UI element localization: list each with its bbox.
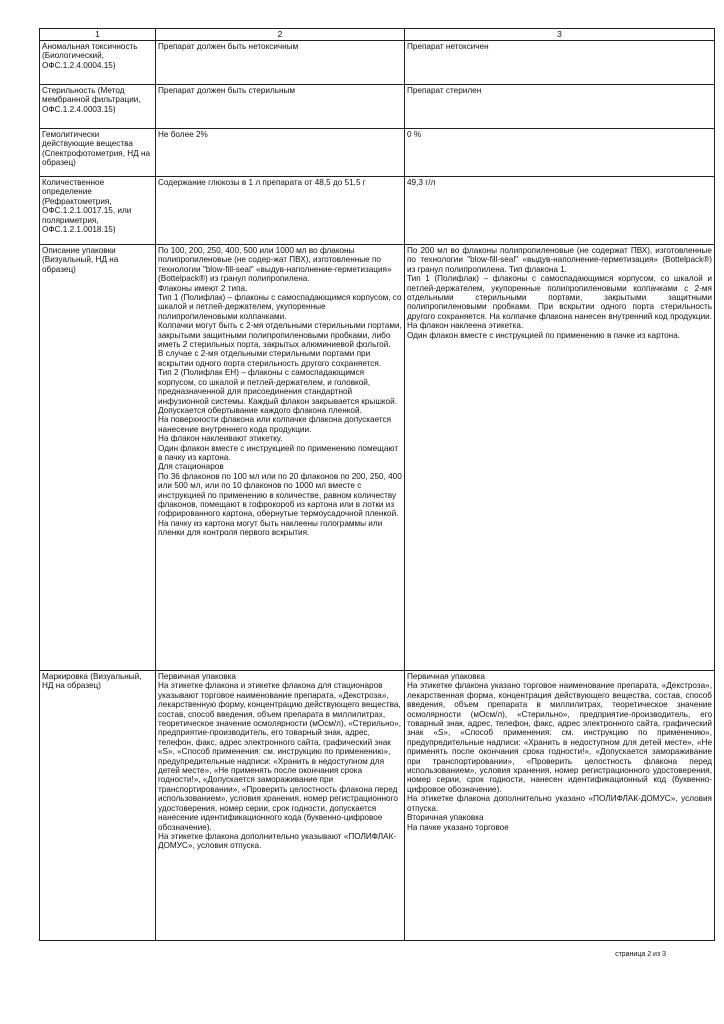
text-paragraph: Один флакон вместе с инструкцией по применению в пачке из картона. xyxy=(407,330,681,340)
specification-table xyxy=(39,28,715,941)
text-paragraph: В случае с 2-мя отдельными стерильными портами при вскрытии одного порта стерильность другого сохраняется. xyxy=(158,349,382,368)
text-paragraph: Первичная упаковка xyxy=(407,672,485,681)
result-cell: 0 % xyxy=(405,129,715,177)
packaging-result-cell xyxy=(405,245,715,671)
text-paragraph: Вторичная упаковка xyxy=(407,813,484,823)
test-name-cell: Маркировка (Визуальный, НД на образец) xyxy=(40,671,156,941)
text-paragraph: На этикетке флакона дополнительно указывают «ПОЛИФЛАК-ДОМУС», условия отпуска. xyxy=(158,831,397,851)
text-paragraph: На пачке указано торговое xyxy=(407,822,509,832)
column-header: 1 xyxy=(40,29,156,41)
text-paragraph: По 200 мл во флаконы полипропиленовые (не содержат ПВХ), изготовленные по технологии "blow-fill-seal" «выдув-наполнение-герметизация» (Bottelpack®) из гранул полипропилена. Тип флакона 1. xyxy=(407,246,712,274)
text-paragraph: Тип 1 (Полифлак) – флаконы с самоспадающимся корпусом, со шкалой и петлей-держателем, укупоренные полипропиленовыми колпачками. xyxy=(158,293,402,321)
text-paragraph: Колпачки могут быть с 2-мя отдельными стерильными портами, закрытыми защитными полипропиленовыми пробками, либо иметь 2 стерильных порта, закрытых алюминиевой фольгой. xyxy=(158,321,402,350)
test-name-cell: Стерильность (Метод мембранной фильтрации, ОФС.1.2.4.0003.15) xyxy=(40,85,156,129)
text-paragraph: На этикетке флакона указано торговое наименование препарата, «Декстроза», лекарственная форма, концентрация действующего вещества, состав, способ введения, объем препарата в миллилитрах, теоретическое значение осмолярности (мОсм/л), «Стерильно», предприятие-производитель, его товарный знак, адрес, телефон, факс, адрес электронного сайта, графический знак «S», «Способ применения: см. инструкцию по применению», предупредительные надписи: «Хранить в недоступном для детей месте», «Не применять после окончания срока годности!», «Допускается замораживание при транспортировании», «Проверить целостность флакона перед использованием», условия хранения, номер регистрационного удостоверения, номер серии, срок годности, нанесен идентификационный код (буквенно-цифровое обозначение). xyxy=(407,681,712,794)
marking-requirement-cell xyxy=(156,671,405,941)
text-paragraph: Флаконы имеют 2 типа. xyxy=(158,283,248,293)
text-paragraph: По 36 флаконов по 100 мл или по 20 флаконов по 200, 250, 400 или 500 мл, или по 10 флаконов по 1000 мл вместе с инструкцией по применению в количестве, равном количеству флаконов, помещают в гофрокороб из картона или в лотки из гофрированного картона, обернутые термоусадочной пленкой. xyxy=(158,471,402,519)
result-cell: Препарат стерилен xyxy=(405,85,715,129)
table-row xyxy=(40,177,715,245)
table-row xyxy=(40,85,715,129)
table-row xyxy=(40,41,715,85)
result-cell: Препарат нетоксичен xyxy=(405,41,715,85)
column-header: 2 xyxy=(156,29,405,41)
text-paragraph: Для стационаров xyxy=(158,462,224,472)
text-paragraph: Первичная упаковка xyxy=(158,672,236,681)
test-name-cell: Аномальная токсичность (Биологический, ОФС.1.2.4.0004.15) xyxy=(40,41,156,85)
text-paragraph: На поверхности флакона или колпачке флакона допускается нанесение внутреннего кода продукции. xyxy=(158,415,392,434)
text-paragraph: Допускается обертывание каждого флакона пленкой. xyxy=(158,405,362,415)
text-paragraph: На флакон наклеивают этикетку. xyxy=(158,434,283,444)
header-row xyxy=(40,29,715,41)
text-paragraph: Один флакон вместе с инструкцией по применению помещают в пачку из картона. xyxy=(158,443,399,462)
marking-result-cell xyxy=(405,671,715,941)
marking-row xyxy=(40,671,715,941)
requirement-cell: Содержание глюкозы в 1 л препарата от 48,5 до 51,5 г xyxy=(156,177,405,245)
test-name-cell: Описание упаковки (Визуальный, НД на образец) xyxy=(40,245,156,671)
packaging-row xyxy=(40,245,715,671)
test-name-cell: Количественное определение (Рефрактометрия, ОФС.1.2.1.0017.15, или поляриметрия, ОФС.1.2.1.0018.15) xyxy=(40,177,156,245)
requirement-cell: Препарат должен быть стерильным xyxy=(156,85,405,129)
text-paragraph: Тип 2 (Полифлак ЕН) – флаконы с самоспадающимся корпусом, со шкалой и петлей-держателем, и головкой, предназначенной для присоединения стандартной инфузионной системы. Каждый флакон закрывается крышкой. xyxy=(158,368,397,406)
text-paragraph: Тип 1 (Полифлак) – флаконы с самоспадающимся корпусом, со шкалой и петлей-держателем, укупоренные полипропиленовыми колпачками с 2-мя отдельными стерильными портами, закрытыми защитными полипропиленовыми пробками. При вскрытии одного порта стерильность другого сохраняется. На колпачке флакона нанесен внутренний код продукции. На флакон наклеена этикетка. xyxy=(407,274,712,331)
text-paragraph: На этикетке флакона дополнительно указано «ПОЛИФЛАК-ДОМУС», условия отпуска. xyxy=(407,794,712,813)
text-paragraph: На пачку из картона могут быть наклеены голограммы или пленки для контроля первого вскрытия. xyxy=(158,518,383,538)
test-name-cell: Гемолитически действующие вещества (Спектрофотометрия, НД на образец) xyxy=(40,129,156,177)
requirement-cell: Не более 2% xyxy=(156,129,405,177)
page-number: страница 2 из 3 xyxy=(615,951,666,958)
text-paragraph: На этикетке флакона и этикетке флакона для стационаров указывают торговое наименование препарата, «Декстроза», лекарственную форму, концентрацию действующего вещества, состав, способ введения, объем препарата в миллилитрах, теоретическое значение осмолярности (мОсм/л), «Стерильно», предприятие-производитель, его товарный знак, адрес, телефон, факс, адрес электронного сайта, графический знак «S», «Способ применения: см. инструкцию по применению», предупредительные надписи: «Хранить в недоступном для детей месте», «Не применять после окончания срока годности!», «Допускается замораживание при транспортировании», «Проверить целостность флакона перед использованием», условия хранения, номер регистрационного удостоверения, номер серии, срок годности, допускается нанесение идентификационного кода (буквенно-цифровое обозначение). xyxy=(158,681,401,832)
packaging-requirement-cell xyxy=(156,245,405,671)
result-cell: 49,3 г/л xyxy=(405,177,715,245)
table-row xyxy=(40,129,715,177)
requirement-cell: Препарат должен быть нетоксичным xyxy=(156,41,405,85)
column-header: 3 xyxy=(405,29,715,41)
text-paragraph: По 100, 200, 250, 400, 500 или 1000 мл во флаконы полипропиленовые (не содер-жат ПВХ), изготовленные по технологии "blow-fill-seal" «выдув-наполнение-герметизация» (Bottelpack®) из гранул полипропилена. xyxy=(158,246,392,284)
